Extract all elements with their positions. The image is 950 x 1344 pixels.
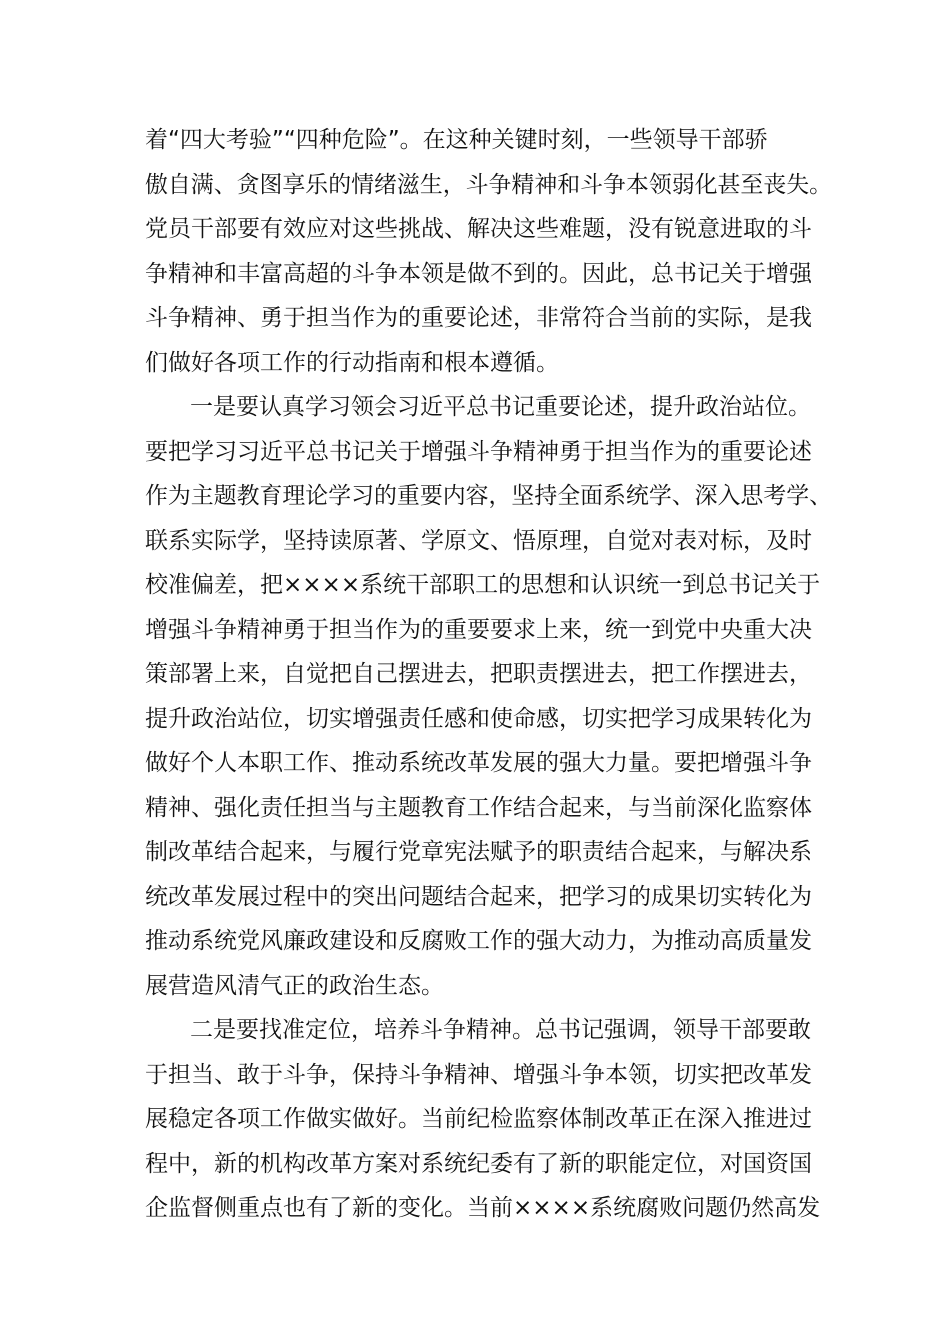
- line-text: 策部署上来，自觉把自己摆进去，把职责摆进去，把工作摆进去，: [145, 661, 812, 687]
- text-line: [0, 474, 950, 518]
- line-text: 一是要认真学习领会习近平总书记重要论述，提升政治站位。: [190, 394, 811, 420]
- line-text: 精神、强化责任担当与主题教育工作结合起来，与当前深化监察体: [145, 795, 812, 821]
- text-line: [0, 1142, 950, 1186]
- text-line: [0, 207, 950, 251]
- text-line: [0, 430, 950, 474]
- line-text: 制改革结合起来，与履行党章宪法赋予的职责结合起来，与解决系: [145, 839, 812, 865]
- text-line: [0, 697, 950, 741]
- text-line: [0, 1097, 950, 1141]
- text-line: [0, 252, 950, 296]
- line-text: 校准偏差，把××××系统干部职工的思想和认识统一到总书记关于: [145, 572, 821, 598]
- line-text: 傲自满、贪图享乐的情绪滋生，斗争精神和斗争本领弱化甚至丧失。: [145, 172, 833, 198]
- paragraph-first-line: [0, 385, 950, 429]
- line-text: 作为主题教育理论学习的重要内容，坚持全面系统学、深入思考学、: [145, 483, 833, 509]
- line-text: 展营造风清气正的政治生态。: [145, 973, 444, 999]
- line-text: 增强斗争精神勇于担当作为的重要要求上来，统一到党中央重大决: [145, 617, 812, 643]
- line-text: 推动系统党风廉政建设和反腐败工作的强大动力，为推动高质量发: [145, 928, 812, 954]
- text-line: [0, 296, 950, 340]
- text-line: [0, 652, 950, 696]
- line-text: 斗争精神、勇于担当作为的重要论述，非常符合当前的实际，是我: [145, 305, 812, 331]
- text-line: [0, 563, 950, 607]
- text-line: [0, 786, 950, 830]
- paragraph-first-line: [0, 1008, 950, 1052]
- text-line: [0, 163, 950, 207]
- text-line: [0, 741, 950, 785]
- text-line: [0, 830, 950, 874]
- text-line: [0, 118, 950, 162]
- line-text: 统改革发展过程中的突出问题结合起来，把学习的成果切实转化为: [145, 884, 812, 910]
- line-text: 做好个人本职工作、推动系统改革发展的强大力量。要把增强斗争: [145, 750, 812, 776]
- line-text: 企监督侧重点也有了新的变化。当前××××系统腐败问题仍然高发: [145, 1195, 821, 1221]
- line-text: 着“四大考验”“四种危险”。在这种关键时刻，一些领导干部骄: [145, 127, 768, 153]
- line-text: 二是要找准定位，培养斗争精神。总书记强调，领导干部要敢: [190, 1017, 811, 1043]
- line-text: 党员干部要有效应对这些挑战、解决这些难题，没有锐意进取的斗: [145, 216, 812, 242]
- text-line: [0, 608, 950, 652]
- line-text: 争精神和丰富高超的斗争本领是做不到的。因此，总书记关于增强: [145, 261, 812, 287]
- line-text: 展稳定各项工作做实做好。当前纪检监察体制改革正在深入推进过: [145, 1106, 812, 1132]
- text-line: [0, 519, 950, 563]
- line-text: 要把学习习近平总书记关于增强斗争精神勇于担当作为的重要论述: [145, 439, 812, 465]
- line-text: 程中，新的机构改革方案对系统纪委有了新的职能定位，对国资国: [145, 1151, 812, 1177]
- line-text: 提升政治站位，切实增强责任感和使命感，切实把学习成果转化为: [145, 706, 812, 732]
- text-line: [0, 1053, 950, 1097]
- text-line: [0, 964, 950, 1008]
- line-text: 们做好各项工作的行动指南和根本遵循。: [145, 350, 559, 376]
- line-text: 联系实际学，坚持读原著、学原文、悟原理，自觉对表对标，及时: [145, 528, 812, 554]
- text-line: [0, 1186, 950, 1230]
- text-line: [0, 341, 950, 385]
- text-line: [0, 875, 950, 919]
- line-text: 于担当、敢于斗争，保持斗争精神、增强斗争本领，切实把改革发: [145, 1062, 812, 1088]
- text-line: [0, 919, 950, 963]
